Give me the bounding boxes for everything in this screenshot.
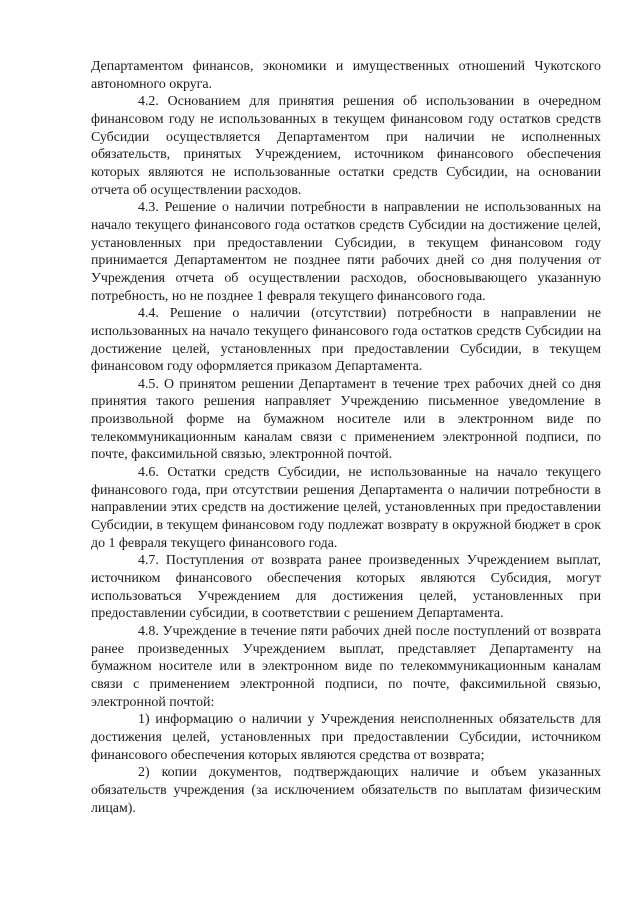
list-item-1: 1) информацию о наличии у Учреждения неисполненных обязательств для достижения целей, установленных при предоставлении Субсидии, источником финансового обеспечения которых являются средства от возврата; — [91, 712, 601, 763]
paragraph-4-8: 4.8. Учреждение в течение пяти рабочих дней после поступлений от возврата ранее произведенных Учреждением выплат, представляет Департаменту на бумажном носителе или в электронном виде по телекоммуникационным каналам связи с применением электронной подписи, по почте, факсимильной связью, электронной почтой: — [91, 624, 601, 710]
paragraph-4-3: 4.3. Решение о наличии потребности в направлении не использованных на начало текущего финансового года остатков средств Субсидии на достижение целей, установленных при предоставлении Субсидии, в текущем финансовом году принимается Департаментом не позднее пяти рабочих дней со дня получения от Учреждения отчета об осуществлении расходов, обосновывающего указанную потребность, но не позднее 1 февраля текущего финансового года. — [91, 200, 601, 304]
document-body — [91, 58, 601, 817]
paragraph-4-5: 4.5. О принятом решении Департамент в течение трех рабочих дней со дня принятия такого решения направляет Учреждению письменное уведомление в произвольной форме на бумажном носителе или в электронном виде по телекоммуникационным каналам связи с применением электронной подписи, по почте, факсимильной связью, электронной почтой. — [91, 376, 601, 463]
paragraph-continuation: Департаментом финансов, экономики и имущественных отношений Чукотского автономного округа. — [91, 59, 601, 92]
paragraph-4-4: 4.4. Решение о наличии (отсутствии) потребности в направлении не использованных на начало текущего финансового года остатков средств Субсидии на достижение целей, установленных при предоставлении Субсидии, в текущем финансовом году оформляется приказом Департамента. — [91, 306, 601, 375]
paragraph-4-7: 4.7. Поступления от возврата ранее произведенных Учреждением выплат, источником финансового обеспечения которых являются Субсидия, могут использоваться Учреждением для достижения целей, установленных при предоставлении субсидии, в соответствии с решением Департамента. — [91, 553, 601, 622]
list-item-2: 2) копии документов, подтверждающих наличие и объем указанных обязательств учреждения (за исключением обязательств по выплатам физическим лицам). — [91, 765, 601, 816]
paragraph-4-2: 4.2. Основанием для принятия решения об использовании в очередном финансовом году не использованных в текущем финансовом году остатков средств Субсидии осуществляется Департаментом при наличии не исполненных обязательств, принятых Учреждением, источником финансового обеспечения которых являются не использованные остатки средств Субсидии, на основании отчета об осуществлении расходов. — [91, 94, 601, 198]
paragraph-4-6: 4.6. Остатки средств Субсидии, не использованные на начало текущего финансового года, при отсутствии решения Департамента о наличии потребности в направлении этих средств на достижение целей, установленных при предоставлении Субсидии, в текущем финансовом году подлежат возврату в окружной бюджет в срок до 1 февраля текущего финансового года. — [91, 465, 601, 551]
